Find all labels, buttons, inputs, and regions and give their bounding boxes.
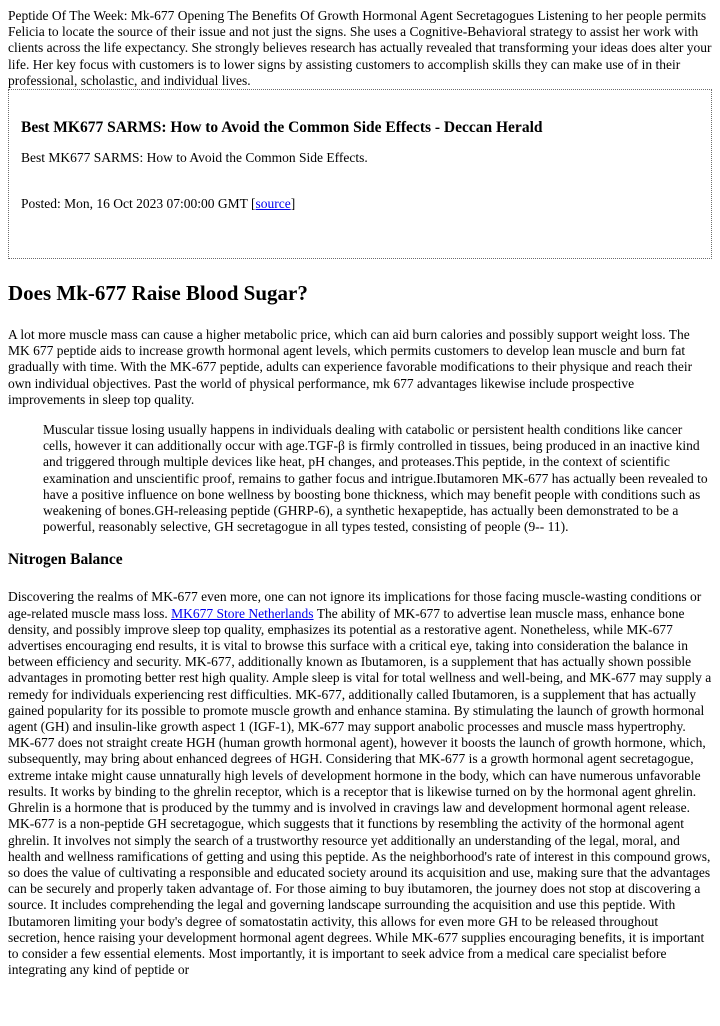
subheading-nitrogen-balance: Nitrogen Balance bbox=[8, 551, 123, 569]
page-content bbox=[0, 8, 720, 978]
feed-item-description: Best MK677 SARMS: How to Avoid the Common Side Effects. bbox=[21, 150, 368, 166]
source-link[interactable]: source bbox=[255, 196, 291, 212]
feed-item-box bbox=[8, 89, 712, 259]
posted-suffix: ] bbox=[290, 196, 296, 212]
posted-date-text: Posted: Mon, 16 Oct 2023 07:00:00 GMT [ bbox=[21, 196, 256, 212]
nitrogen-text-after-link: The ability of MK-677 to advertise lean muscle mass, enhance bone density, and possibly improve sleep top quality, emphasizes its potential as a restorative agent. Nonetheless, while MK-677 advertises encouraging end results, it is vital to browse this surface with a critical eye, taking into consideration the balance in between efficiency and security. MK-677, additionally known as Ibutamoren, is a supplement that has actually shown possible advantages in promoting better rest high quality. Ample sleep is vital for total wellness and well-being, and MK-677 may supply a remedy for individuals experiencing rest difficulties. MK-677, additionally called Ibutamoren, is a supplement that has actually gained popularity for its possible to promote muscle growth and enhance stamina. By stimulating the launch of growth hormonal agent (GH) and insulin-like growth aspect 1 (IGF-1), MK-677 may support anabolic processes and muscle mass hypertrophy. MK-677 does not straight create HGH (human growth hormonal agent), however it boosts the launch of growth hormone, which, subsequently, may bring about enhanced degrees of HGH. Considering that MK-677 is a growth hormonal agent secretagogue, extreme intake might cause unnaturally high levels of development hormone in the body, which can have numerous unfavorable results. It works by binding to the ghrelin receptor, which is a receptor that is likewise turned on by the hormonal agent ghrelin. Ghrelin is a hormone that is produced by the tummy and is involved in cravings law and development hormonal agent release. MK-677 is a non-peptide GH secretagogue, which suggests that it functions by resembling the activity of the hormonal agent ghrelin. It involves not simply the search of a trustworthy resource yet additionally an understanding of the legal, moral, and health and wellness ramifications of getting and using this peptide. As the neighborhood's rate of interest in this compound grows, so does the value of cultivating a responsible and educated society around its acquisition and use, making sure that the advantages can be securely and properly taken advantage of. For those aiming to buy ibutamoren, the journey does not stop at discovering a source. It includes comprehending the legal and governing landscape surrounding the acquisition and use this peptide. With Ibutamoren limiting your body's degree of somatostatin activity, this allows for even more GH to be released throughout secretion, hence raising your development hormonal agent degrees. While MK-677 supplies encouraging benefits, it is important to consider a few essential elements. Most importantly, it is important to seek advice from a medical care specialist before integrating any kind of peptide or bbox=[8, 605, 712, 978]
section-paragraph: A lot more muscle mass can cause a higher metabolic price, which can aid burn calories and possibly support weight loss. The MK 677 peptide aids to increase growth hormonal agent levels, which permits customers to develop lean muscle and burn fat gradually with time. With the MK-677 peptide, adults can experience favorable modifications to their physique and reach their own individual objectives. Past the world of physical performance, mk 677 advantages likewise include prospective improvements in sleep top quality. bbox=[8, 327, 693, 407]
nitrogen-paragraph bbox=[8, 589, 712, 978]
feed-item-title: Best MK677 SARMS: How to Avoid the Common Side Effects - Deccan Herald bbox=[21, 119, 543, 137]
feed-item-posted bbox=[21, 196, 699, 212]
section-heading: Does Mk-677 Raise Blood Sugar? bbox=[8, 281, 308, 306]
blockquote: Muscular tissue losing usually happens in individuals dealing with catabolic or persistent health conditions like cancer cells, however it can additionally occur with age.TGF-β is firmly controlled in tissues, being produced in an inactive kind and triggered through multiple devices like heat, pH changes, and proteases.This peptide, in the context of scientific examination and unscientific proof, remains to gather focus and intrigue.Ibutamoren MK-677 has actually been revealed to have a positive influence on bone wellness by boosting bone thickness, which may benefit people with conditions such as weakening of bones.GH-releasing peptide (GHRP-6), a synthetic hexapeptide, has actually been demonstrated to be a powerful, reasonably selective, GH secretagogue in all types tested, consisting of people (9-- 11). bbox=[43, 422, 708, 535]
nitrogen-text-before-link: Discovering the realms of MK-677 even more, one can not ignore its implications for those facing muscle-wasting conditions or age-related muscle mass loss. bbox=[8, 589, 702, 621]
mk677-store-link[interactable]: MK677 Store Netherlands bbox=[171, 605, 314, 621]
intro-paragraph: Peptide Of The Week: Mk-677 Opening The Benefits Of Growth Hormonal Agent Secretagogues Listening to her people permits Felicia to locate the source of their issue and not just the signs. She uses a Cognitive-Behavioral strategy to assist her work with clients across the life expectancy. She strongly believes research has actually revealed that transforming your ideas does alter your life. Her key focus with customers is to lower signs by assisting customers to accomplish skills they can make use of in their professional, scholastic, and individual lives. bbox=[8, 8, 712, 88]
